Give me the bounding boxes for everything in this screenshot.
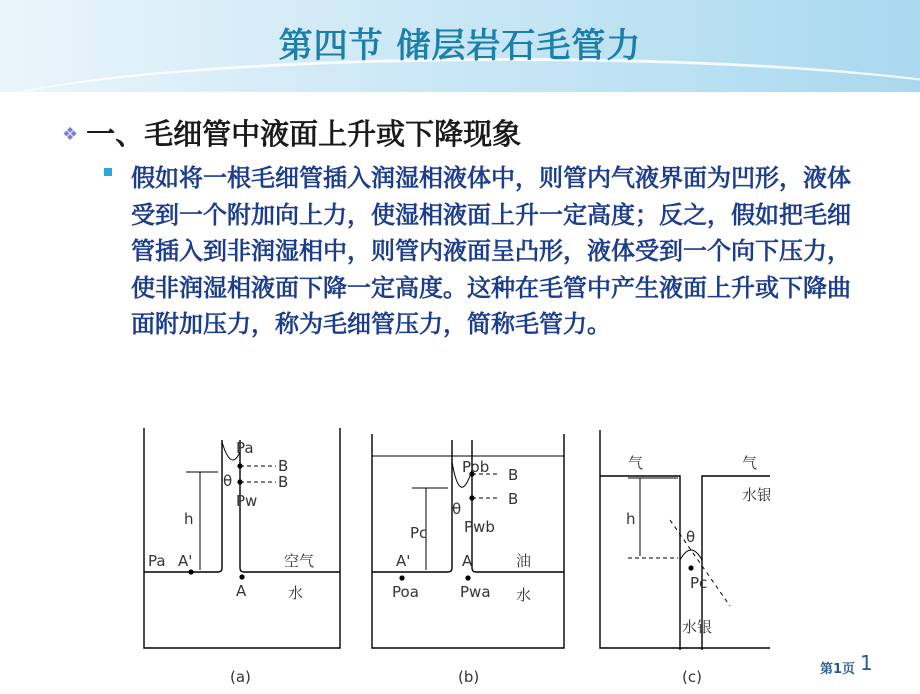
label-b1-b: B (508, 466, 519, 484)
label-pa-left: Pa (148, 552, 166, 570)
label-mercury-right: 水银 (742, 486, 770, 504)
label-h-a: h (184, 510, 194, 528)
label-pwb: Pwb (464, 518, 495, 536)
label-poa: Poa (392, 583, 419, 601)
capillary-figure (130, 420, 770, 694)
caption-c: (c) (682, 668, 702, 686)
label-oil: 油 (516, 552, 532, 570)
diamond-bullet-icon: ❖ (62, 124, 79, 145)
label-pc-c: Pc (690, 574, 708, 592)
label-theta-c: θ (686, 528, 696, 546)
square-bullet-icon (104, 168, 112, 176)
label-pc-b: Pc (410, 524, 428, 542)
label-h-c: h (626, 510, 636, 528)
label-a-prime-a: A' (178, 552, 193, 570)
label-pw-a: Pw (236, 492, 258, 510)
label-pwa: Pwa (460, 583, 491, 601)
label-theta-a: θ (223, 472, 233, 490)
label-b2-a: B (278, 473, 289, 491)
page-number: 1 (860, 651, 873, 675)
section-heading (62, 112, 521, 153)
label-water-a: 水 (288, 584, 304, 602)
label-b1-a: B (278, 457, 289, 475)
label-pa-top: Pa (236, 439, 254, 457)
caption-b: (b) (458, 668, 480, 686)
label-gas-left: 气 (628, 454, 644, 472)
label-a-center-a: A (236, 582, 247, 600)
section-heading-text: 一、毛细管中液面上升或下降现象 (86, 117, 522, 151)
label-a-center-b: A (462, 552, 473, 570)
caption-a: (a) (230, 668, 251, 686)
label-water-b: 水 (516, 586, 532, 604)
label-theta-b: θ (452, 500, 462, 518)
slide-title: 第四节 储层岩石毛管力 (278, 26, 642, 66)
label-pob: Pob (462, 458, 490, 476)
label-gas-right: 气 (742, 454, 758, 472)
label-a-prime-b: A' (396, 552, 411, 570)
label-mercury-bottom: 水银 (682, 618, 713, 636)
label-b2-b: B (508, 490, 519, 508)
label-air: 空气 (284, 552, 315, 570)
page-label: 第1页 (820, 662, 856, 677)
body-paragraph: 假如将一根毛细管插入润湿相液体中，则管内气液界面为凹形，液体受到一个附加向上力，使湿相液面上升一定高度；反之，假如把毛细管插入到非润湿相中，则管内液面呈凸形，液体受到一个向下压力，使非润湿相液面下降一定高度。这种在毛管中产生液面上升或下降曲面附加压力，称为毛细管压力，简称毛管力。 (131, 164, 851, 338)
